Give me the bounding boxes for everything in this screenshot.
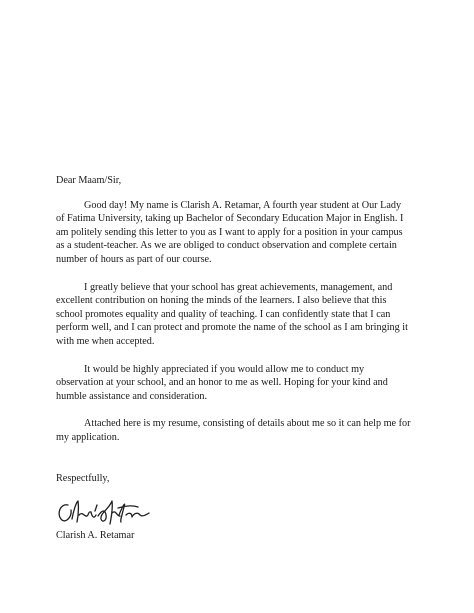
signer-name: Clarish A. Retamar xyxy=(56,530,135,542)
handwritten-signature xyxy=(54,495,154,529)
paragraph-introduction: Good day! My name is Clarish A. Retamar, A fourth year student at Our Lady of Fatima University, taking up Bachelor of Secondary Education Major in English. I am politely sending this letter to you as I want to apply for a position in your campus as a student-teacher. As we are obliged to conduct observation and complete certain number of hours as part of our course. xyxy=(56,199,404,265)
letter-body xyxy=(56,174,412,543)
paragraph-attachment: Attached here is my resume, consisting of details about me so it can help me for my application. xyxy=(56,418,411,443)
paragraph-request: It would be highly appreciated if you would allow me to conduct my observation at your school, and an honor to me as well. Hoping for your kind and humble assistance and consideration. xyxy=(56,363,388,402)
paragraph-school-praise: I greatly believe that your school has great achievements, management, and excellent contribution on honing the minds of the learners. I also believe that this school promotes equality and quality of teaching. I can confidently state that I can perform well, and I can protect and promote the name of the school as I am bringing it with me when accepted. xyxy=(56,281,408,347)
salutation: Dear Maam/Sir, xyxy=(56,175,122,186)
closing: Respectfully, xyxy=(56,472,110,484)
